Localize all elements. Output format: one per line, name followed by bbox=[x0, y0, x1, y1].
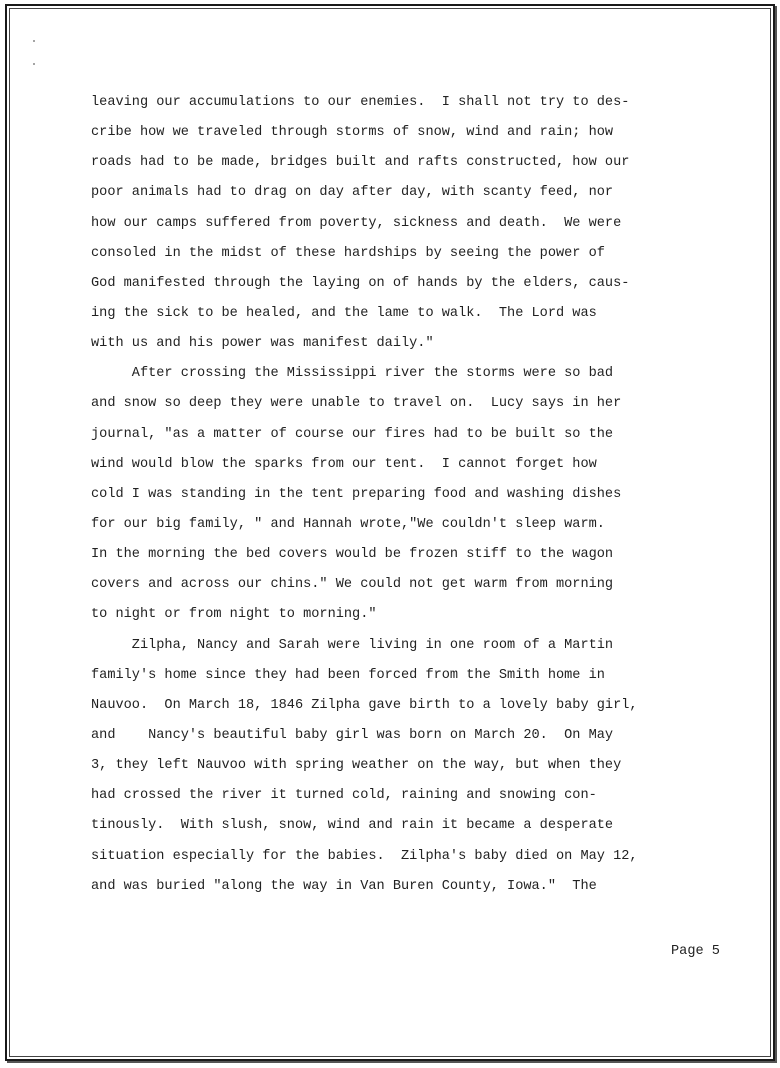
text-line: In the morning the bed covers would be frozen stiff to the wagon bbox=[91, 547, 614, 563]
text-line: cribe how we traveled through storms of snow, wind and rain; how bbox=[91, 125, 614, 141]
page-number: Page 5 bbox=[671, 944, 720, 959]
text-line: consoled in the midst of these hardships by seeing the power of bbox=[91, 245, 605, 261]
text-line: and snow so deep they were unable to travel on. Lucy says in her bbox=[91, 396, 622, 412]
text-line: roads had to be made, bridges built and rafts constructed, how our bbox=[91, 155, 630, 171]
text-line: After crossing the Mississippi river the storms were so bad bbox=[91, 366, 614, 382]
text-line: Nauvoo. On March 18, 1846 Zilpha gave birth to a lovely baby girl, bbox=[91, 697, 638, 713]
text-line: God manifested through the laying on of hands by the elders, caus- bbox=[91, 275, 630, 291]
text-line: ing the sick to be healed, and the lame to walk. The Lord was bbox=[91, 305, 597, 321]
text-line: leaving our accumulations to our enemies. I shall not try to des- bbox=[91, 95, 630, 110]
text-line: and Nancy's beautiful baby girl was born on March 20. On May bbox=[91, 727, 614, 743]
text-line: and was buried "along the way in Van Buren County, Iowa." The bbox=[91, 878, 597, 894]
text-line: tinously. With slush, snow, wind and rain it became a desperate bbox=[91, 818, 614, 834]
text-line: to night or from night to morning." bbox=[91, 607, 377, 623]
text-line: situation especially for the babies. Zilpha's baby died on May 12, bbox=[91, 848, 638, 864]
text-line: 3, they left Nauvoo with spring weather on the way, but when they bbox=[91, 758, 622, 774]
text-line: for our big family, " and Hannah wrote,"We couldn't sleep warm. bbox=[91, 516, 605, 532]
scan-speck bbox=[33, 40, 35, 42]
text-line: with us and his power was manifest daily." bbox=[91, 336, 434, 352]
text-line: journal, "as a matter of course our fires had to be built so the bbox=[91, 426, 614, 442]
text-line: Zilpha, Nancy and Sarah were living in one room of a Martin bbox=[91, 637, 614, 653]
text-line: wind would blow the sparks from our tent. I cannot forget how bbox=[91, 456, 597, 472]
text-line: poor animals had to drag on day after day, with scanty feed, nor bbox=[91, 185, 614, 201]
text-line: cold I was standing in the tent preparing food and washing dishes bbox=[91, 486, 622, 502]
text-line: family's home since they had been forced from the Smith home in bbox=[91, 667, 605, 683]
text-line: how our camps suffered from poverty, sickness and death. We were bbox=[91, 215, 622, 231]
text-line: had crossed the river it turned cold, raining and snowing con- bbox=[91, 788, 597, 804]
scan-speck bbox=[33, 63, 35, 65]
document-body bbox=[91, 88, 741, 902]
text-line: covers and across our chins." We could not get warm from morning bbox=[91, 577, 614, 593]
